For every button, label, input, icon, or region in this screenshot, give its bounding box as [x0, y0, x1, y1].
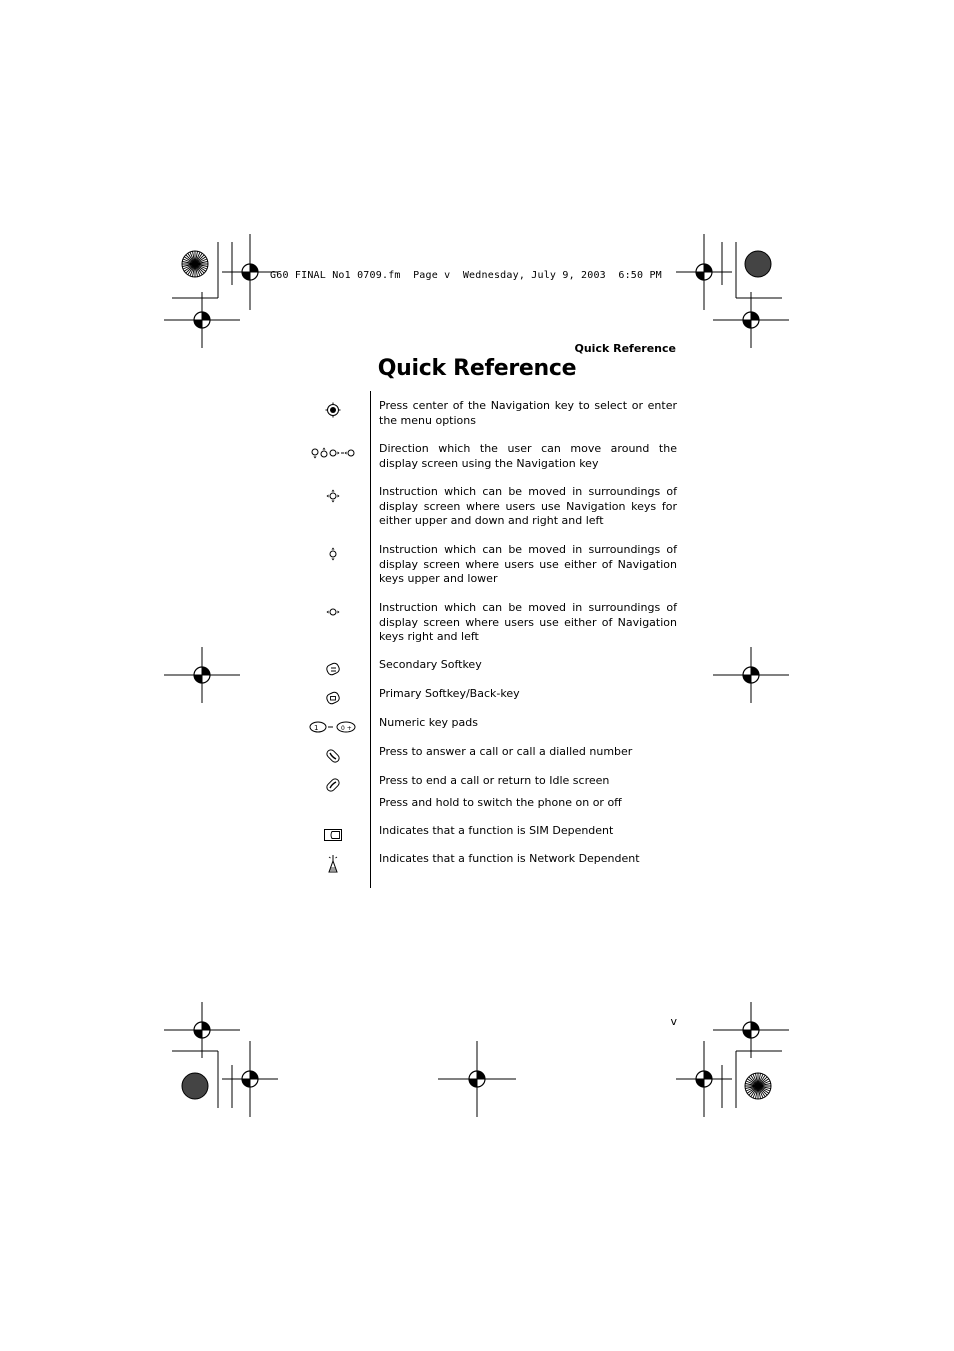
- entry-text: Indicates that a function is Network Dependent: [379, 852, 640, 865]
- entry-text-line-2: Press and hold to switch the phone on or off: [379, 795, 622, 809]
- nav-left-right-icon: [300, 601, 366, 623]
- page-number: v: [670, 1015, 677, 1028]
- call-key-icon: [300, 745, 366, 767]
- nav-four-way-icon: [300, 485, 366, 507]
- secondary-softkey-icon: [300, 658, 366, 680]
- entry-text: Numeric key pads: [379, 716, 478, 729]
- end-key-icon: [300, 774, 366, 796]
- entry-text-line-1: Press to end a call or return to Idle screen: [379, 774, 610, 787]
- entry-text: Instruction which can be moved in surroundings of display screen where users use either of Navigation keys right and left: [379, 601, 677, 644]
- entry-text: [379, 774, 677, 810]
- entry-text: Instruction which can be moved in surroundings of display screen where users use Navigation keys for either upper and down and right and left: [379, 485, 677, 528]
- primary-softkey-icon: [300, 687, 366, 709]
- entry-text: Press to answer a call or call a dialled number: [379, 745, 633, 758]
- nav-up-down-icon: [300, 543, 366, 565]
- entry-text: Direction which the user can move around the display screen using the Navigation key: [379, 442, 677, 470]
- svg-text:0 +: 0 +: [341, 725, 352, 732]
- entry-text: Press center of the Navigation key to select or enter the menu options: [379, 399, 677, 427]
- entry-text: Secondary Softkey: [379, 658, 482, 671]
- print-slug: G60 FINAL No1 0709.fm Page v Wednesday, July 9, 2003 6:50 PM: [270, 270, 662, 281]
- column-divider: [370, 391, 371, 888]
- numeric-keypad-icon: [300, 716, 366, 738]
- network-antenna-icon: [300, 852, 366, 874]
- entry-text: Indicates that a function is SIM Dependent: [379, 824, 614, 837]
- entry-text: Primary Softkey/Back-key: [379, 687, 520, 700]
- sim-card-icon: [300, 824, 366, 846]
- svg-text:1: 1: [314, 724, 319, 732]
- entry-text: Instruction which can be moved in surroundings of display screen where users use either of Navigation keys upper and lower: [379, 543, 677, 586]
- running-head: Quick Reference: [574, 342, 676, 355]
- page-title: Quick Reference: [377, 356, 577, 381]
- nav-center-key-icon: [300, 399, 366, 421]
- nav-directions-icon: [300, 442, 366, 464]
